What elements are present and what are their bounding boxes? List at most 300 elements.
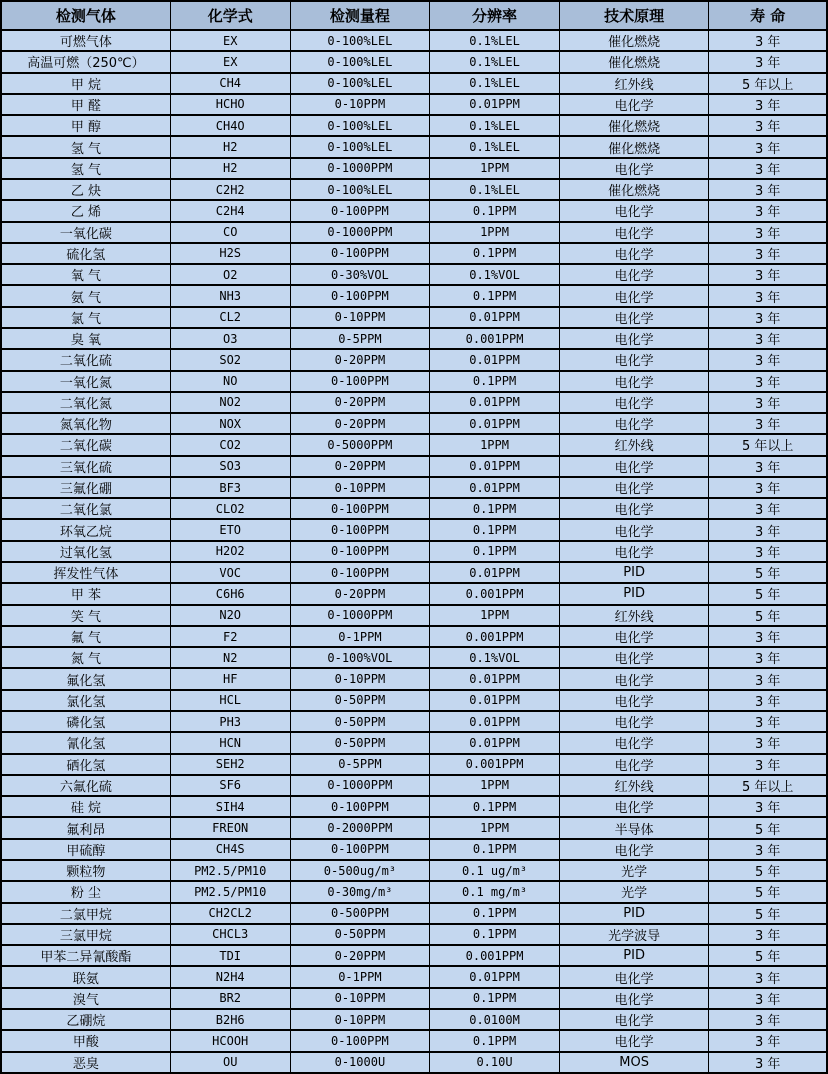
table-row <box>1 775 827 796</box>
cell-chemical-formula: H2 <box>170 136 290 157</box>
cell-detection-range: 0-20PPM <box>290 413 430 434</box>
cell-gas-name: 溴气 <box>1 988 170 1009</box>
cell-technology-principle: 电化学 <box>559 158 709 179</box>
cell-detection-range: 0-100PPM <box>290 519 430 540</box>
cell-technology-principle: 电化学 <box>559 413 709 434</box>
cell-technology-principle: 催化燃烧 <box>559 136 709 157</box>
cell-resolution: 0.1PPM <box>430 243 560 264</box>
table-header <box>1 1 827 30</box>
cell-detection-range: 0-100%VOL <box>290 647 430 668</box>
cell-technology-principle: 电化学 <box>559 796 709 817</box>
table-row <box>1 434 827 455</box>
cell-technology-principle: 光学波导 <box>559 924 709 945</box>
cell-chemical-formula: VOC <box>170 562 290 583</box>
cell-gas-name: 颗粒物 <box>1 860 170 881</box>
cell-chemical-formula: CHCL3 <box>170 924 290 945</box>
cell-technology-principle: PID <box>559 903 709 924</box>
cell-lifespan: 3 年 <box>709 1030 827 1051</box>
cell-resolution: 0.1PPM <box>430 988 560 1009</box>
cell-gas-name: 乙 炔 <box>1 179 170 200</box>
cell-lifespan: 3 年 <box>709 264 827 285</box>
cell-detection-range: 0-100PPM <box>290 243 430 264</box>
cell-detection-range: 0-500PPM <box>290 903 430 924</box>
cell-chemical-formula: CH4O <box>170 115 290 136</box>
column-header-lifespan: 寿 命 <box>709 1 827 30</box>
cell-chemical-formula: PM2.5/PM10 <box>170 860 290 881</box>
cell-technology-principle: 电化学 <box>559 690 709 711</box>
cell-gas-name: 挥发性气体 <box>1 562 170 583</box>
cell-detection-range: 0-100%LEL <box>290 51 430 72</box>
cell-chemical-formula: CL2 <box>170 307 290 328</box>
cell-chemical-formula: N2 <box>170 647 290 668</box>
cell-gas-name: 恶臭 <box>1 1052 170 1074</box>
cell-chemical-formula: HCL <box>170 690 290 711</box>
cell-detection-range: 0-100PPM <box>290 1030 430 1051</box>
cell-technology-principle: 电化学 <box>559 541 709 562</box>
cell-technology-principle: PID <box>559 562 709 583</box>
cell-resolution: 0.001PPM <box>430 583 560 604</box>
cell-lifespan: 5 年以上 <box>709 775 827 796</box>
cell-chemical-formula: CO <box>170 222 290 243</box>
cell-detection-range: 0-1000PPM <box>290 775 430 796</box>
cell-resolution: 0.1PPM <box>430 519 560 540</box>
table-row <box>1 711 827 732</box>
cell-chemical-formula: BR2 <box>170 988 290 1009</box>
cell-detection-range: 0-10PPM <box>290 988 430 1009</box>
cell-chemical-formula: B2H6 <box>170 1009 290 1030</box>
cell-chemical-formula: HCOOH <box>170 1030 290 1051</box>
cell-gas-name: 氟利昂 <box>1 817 170 838</box>
table-row <box>1 817 827 838</box>
table-row <box>1 136 827 157</box>
cell-gas-name: 氯 气 <box>1 307 170 328</box>
cell-lifespan: 3 年 <box>709 1009 827 1030</box>
cell-lifespan: 3 年 <box>709 519 827 540</box>
cell-gas-name: 磷化氢 <box>1 711 170 732</box>
cell-gas-name: 氯化氢 <box>1 690 170 711</box>
cell-detection-range: 0-10PPM <box>290 307 430 328</box>
cell-resolution: 0.1 mg/m³ <box>430 881 560 902</box>
cell-technology-principle: 半导体 <box>559 817 709 838</box>
cell-detection-range: 0-1PPM <box>290 966 430 987</box>
cell-chemical-formula: CH2CL2 <box>170 903 290 924</box>
cell-technology-principle: 电化学 <box>559 200 709 221</box>
cell-resolution: 1PPM <box>430 775 560 796</box>
table-row <box>1 30 827 51</box>
cell-lifespan: 3 年 <box>709 30 827 51</box>
cell-resolution: 0.1%LEL <box>430 136 560 157</box>
cell-chemical-formula: SEH2 <box>170 754 290 775</box>
cell-resolution: 0.01PPM <box>430 668 560 689</box>
table-row <box>1 796 827 817</box>
cell-lifespan: 3 年 <box>709 711 827 732</box>
cell-lifespan: 5 年 <box>709 945 827 966</box>
cell-lifespan: 3 年 <box>709 115 827 136</box>
table-row <box>1 541 827 562</box>
table-row <box>1 307 827 328</box>
cell-gas-name: 氟 气 <box>1 626 170 647</box>
cell-chemical-formula: CH4S <box>170 839 290 860</box>
cell-detection-range: 0-100%LEL <box>290 115 430 136</box>
cell-resolution: 0.1%VOL <box>430 264 560 285</box>
cell-resolution: 0.01PPM <box>430 413 560 434</box>
cell-technology-principle: 红外线 <box>559 775 709 796</box>
cell-chemical-formula: O3 <box>170 328 290 349</box>
cell-resolution: 0.0100M <box>430 1009 560 1030</box>
cell-chemical-formula: NOX <box>170 413 290 434</box>
table-row <box>1 115 827 136</box>
cell-lifespan: 5 年 <box>709 562 827 583</box>
cell-gas-name: 氮氧化物 <box>1 413 170 434</box>
cell-chemical-formula: O2 <box>170 264 290 285</box>
table-row <box>1 328 827 349</box>
cell-detection-range: 0-5PPM <box>290 328 430 349</box>
cell-chemical-formula: OU <box>170 1052 290 1074</box>
cell-lifespan: 3 年 <box>709 754 827 775</box>
table-row <box>1 839 827 860</box>
cell-resolution: 0.01PPM <box>430 94 560 115</box>
cell-technology-principle: 电化学 <box>559 371 709 392</box>
cell-resolution: 0.01PPM <box>430 392 560 413</box>
cell-resolution: 0.01PPM <box>430 456 560 477</box>
cell-technology-principle: 电化学 <box>559 839 709 860</box>
table-row <box>1 605 827 626</box>
table-row <box>1 860 827 881</box>
cell-detection-range: 0-30mg/m³ <box>290 881 430 902</box>
cell-gas-name: 氢 气 <box>1 158 170 179</box>
table-row <box>1 264 827 285</box>
cell-resolution: 0.1PPM <box>430 285 560 306</box>
cell-lifespan: 3 年 <box>709 732 827 753</box>
cell-detection-range: 0-50PPM <box>290 711 430 732</box>
cell-technology-principle: 电化学 <box>559 647 709 668</box>
cell-chemical-formula: NO2 <box>170 392 290 413</box>
cell-resolution: 0.1PPM <box>430 200 560 221</box>
cell-technology-principle: PID <box>559 945 709 966</box>
cell-technology-principle: 电化学 <box>559 1009 709 1030</box>
cell-chemical-formula: C2H2 <box>170 179 290 200</box>
cell-technology-principle: 电化学 <box>559 498 709 519</box>
cell-resolution: 0.1PPM <box>430 839 560 860</box>
cell-detection-range: 0-100PPM <box>290 371 430 392</box>
cell-gas-name: 乙 烯 <box>1 200 170 221</box>
table-row <box>1 903 827 924</box>
cell-gas-name: 环氧乙烷 <box>1 519 170 540</box>
cell-gas-name: 甲 醇 <box>1 115 170 136</box>
cell-resolution: 0.01PPM <box>430 966 560 987</box>
cell-gas-name: 二氧化碳 <box>1 434 170 455</box>
cell-detection-range: 0-100PPM <box>290 796 430 817</box>
cell-gas-name: 甲 烷 <box>1 73 170 94</box>
cell-resolution: 1PPM <box>430 434 560 455</box>
column-header-principle: 技术原理 <box>559 1 709 30</box>
cell-chemical-formula: H2O2 <box>170 541 290 562</box>
cell-resolution: 0.01PPM <box>430 349 560 370</box>
cell-gas-name: 联氨 <box>1 966 170 987</box>
cell-technology-principle: 电化学 <box>559 328 709 349</box>
cell-resolution: 0.01PPM <box>430 732 560 753</box>
cell-chemical-formula: SO2 <box>170 349 290 370</box>
cell-resolution: 0.01PPM <box>430 477 560 498</box>
cell-lifespan: 3 年 <box>709 349 827 370</box>
table-row <box>1 73 827 94</box>
cell-chemical-formula: PM2.5/PM10 <box>170 881 290 902</box>
cell-technology-principle: 电化学 <box>559 668 709 689</box>
cell-gas-name: 氟化氢 <box>1 668 170 689</box>
cell-lifespan: 3 年 <box>709 222 827 243</box>
cell-resolution: 0.01PPM <box>430 307 560 328</box>
cell-resolution: 0.1 ug/m³ <box>430 860 560 881</box>
cell-lifespan: 3 年 <box>709 690 827 711</box>
table-row <box>1 1030 827 1051</box>
cell-resolution: 0.1PPM <box>430 796 560 817</box>
cell-lifespan: 3 年 <box>709 200 827 221</box>
table-row <box>1 477 827 498</box>
cell-lifespan: 3 年 <box>709 94 827 115</box>
cell-gas-name: 笑 气 <box>1 605 170 626</box>
cell-detection-range: 0-100PPM <box>290 200 430 221</box>
cell-gas-name: 二氧化氯 <box>1 498 170 519</box>
table-row <box>1 1009 827 1030</box>
cell-lifespan: 5 年 <box>709 903 827 924</box>
cell-gas-name: 二氧化硫 <box>1 349 170 370</box>
cell-resolution: 0.1%LEL <box>430 115 560 136</box>
table-body <box>1 30 827 1073</box>
cell-lifespan: 3 年 <box>709 796 827 817</box>
table-row <box>1 690 827 711</box>
cell-gas-name: 硫化氢 <box>1 243 170 264</box>
cell-chemical-formula: ETO <box>170 519 290 540</box>
cell-resolution: 1PPM <box>430 605 560 626</box>
cell-gas-name: 甲硫醇 <box>1 839 170 860</box>
cell-detection-range: 0-100%LEL <box>290 30 430 51</box>
cell-technology-principle: 电化学 <box>559 1030 709 1051</box>
cell-lifespan: 3 年 <box>709 243 827 264</box>
cell-resolution: 0.10U <box>430 1052 560 1074</box>
table-row <box>1 94 827 115</box>
cell-technology-principle: 电化学 <box>559 285 709 306</box>
table-row <box>1 456 827 477</box>
cell-detection-range: 0-100PPM <box>290 498 430 519</box>
table-row <box>1 200 827 221</box>
cell-lifespan: 3 年 <box>709 328 827 349</box>
cell-detection-range: 0-20PPM <box>290 349 430 370</box>
cell-chemical-formula: CO2 <box>170 434 290 455</box>
cell-resolution: 0.001PPM <box>430 754 560 775</box>
cell-resolution: 0.1%VOL <box>430 647 560 668</box>
table-row <box>1 222 827 243</box>
cell-detection-range: 0-20PPM <box>290 456 430 477</box>
cell-resolution: 0.1PPM <box>430 498 560 519</box>
cell-gas-name: 一氧化氮 <box>1 371 170 392</box>
cell-technology-principle: 电化学 <box>559 988 709 1009</box>
table-row <box>1 988 827 1009</box>
cell-technology-principle: 电化学 <box>559 711 709 732</box>
table-row <box>1 626 827 647</box>
cell-gas-name: 高温可燃（250℃） <box>1 51 170 72</box>
cell-gas-name: 氮 气 <box>1 647 170 668</box>
cell-resolution: 0.1%LEL <box>430 179 560 200</box>
cell-detection-range: 0-1000PPM <box>290 605 430 626</box>
cell-chemical-formula: EX <box>170 30 290 51</box>
column-header-gas: 检测气体 <box>1 1 170 30</box>
cell-lifespan: 3 年 <box>709 966 827 987</box>
cell-chemical-formula: SO3 <box>170 456 290 477</box>
cell-detection-range: 0-100%LEL <box>290 179 430 200</box>
cell-technology-principle: 电化学 <box>559 264 709 285</box>
cell-chemical-formula: BF3 <box>170 477 290 498</box>
cell-detection-range: 0-100PPM <box>290 541 430 562</box>
cell-chemical-formula: N2H4 <box>170 966 290 987</box>
cell-chemical-formula: EX <box>170 51 290 72</box>
cell-technology-principle: 电化学 <box>559 349 709 370</box>
cell-detection-range: 0-10PPM <box>290 94 430 115</box>
cell-chemical-formula: H2 <box>170 158 290 179</box>
cell-lifespan: 3 年 <box>709 51 827 72</box>
cell-technology-principle: 红外线 <box>559 73 709 94</box>
cell-lifespan: 3 年 <box>709 839 827 860</box>
table-row <box>1 668 827 689</box>
header-row <box>1 1 827 30</box>
cell-lifespan: 3 年 <box>709 924 827 945</box>
table-row <box>1 562 827 583</box>
cell-lifespan: 3 年 <box>709 392 827 413</box>
table-row <box>1 498 827 519</box>
table-row <box>1 647 827 668</box>
cell-technology-principle: 光学 <box>559 860 709 881</box>
cell-lifespan: 3 年 <box>709 477 827 498</box>
cell-resolution: 0.1%LEL <box>430 73 560 94</box>
cell-resolution: 0.01PPM <box>430 711 560 732</box>
cell-gas-name: 二氧化氮 <box>1 392 170 413</box>
cell-lifespan: 3 年 <box>709 498 827 519</box>
cell-gas-name: 三氯甲烷 <box>1 924 170 945</box>
table-row <box>1 732 827 753</box>
cell-gas-name: 氰化氢 <box>1 732 170 753</box>
table-row <box>1 371 827 392</box>
cell-gas-name: 甲苯二异氰酸酯 <box>1 945 170 966</box>
cell-chemical-formula: HCHO <box>170 94 290 115</box>
cell-technology-principle: 电化学 <box>559 243 709 264</box>
cell-technology-principle: 电化学 <box>559 519 709 540</box>
cell-technology-principle: 催化燃烧 <box>559 51 709 72</box>
cell-detection-range: 0-100PPM <box>290 839 430 860</box>
cell-technology-principle: 电化学 <box>559 307 709 328</box>
cell-gas-name: 粉 尘 <box>1 881 170 902</box>
cell-chemical-formula: F2 <box>170 626 290 647</box>
cell-detection-range: 0-1000PPM <box>290 222 430 243</box>
cell-resolution: 0.1PPM <box>430 1030 560 1051</box>
cell-gas-name: 甲 苯 <box>1 583 170 604</box>
table-row <box>1 392 827 413</box>
cell-technology-principle: 红外线 <box>559 605 709 626</box>
cell-technology-principle: 电化学 <box>559 456 709 477</box>
cell-detection-range: 0-10PPM <box>290 1009 430 1030</box>
table-row <box>1 243 827 264</box>
cell-chemical-formula: NH3 <box>170 285 290 306</box>
cell-chemical-formula: HF <box>170 668 290 689</box>
cell-lifespan: 3 年 <box>709 307 827 328</box>
cell-lifespan: 5 年 <box>709 605 827 626</box>
cell-lifespan: 3 年 <box>709 456 827 477</box>
cell-lifespan: 5 年 <box>709 817 827 838</box>
cell-lifespan: 5 年 <box>709 860 827 881</box>
table-row <box>1 881 827 902</box>
cell-chemical-formula: CH4 <box>170 73 290 94</box>
cell-detection-range: 0-100%LEL <box>290 73 430 94</box>
cell-gas-name: 氧 气 <box>1 264 170 285</box>
cell-resolution: 1PPM <box>430 222 560 243</box>
cell-resolution: 0.001PPM <box>430 945 560 966</box>
column-header-resolution: 分辨率 <box>430 1 560 30</box>
cell-technology-principle: 电化学 <box>559 94 709 115</box>
cell-resolution: 0.1PPM <box>430 903 560 924</box>
table-row <box>1 583 827 604</box>
table-row <box>1 413 827 434</box>
cell-detection-range: 0-2000PPM <box>290 817 430 838</box>
cell-chemical-formula: C2H4 <box>170 200 290 221</box>
cell-lifespan: 5 年以上 <box>709 434 827 455</box>
cell-gas-name: 三氧化硫 <box>1 456 170 477</box>
cell-resolution: 0.1PPM <box>430 371 560 392</box>
cell-lifespan: 3 年 <box>709 541 827 562</box>
cell-detection-range: 0-5000PPM <box>290 434 430 455</box>
cell-gas-name: 甲 醛 <box>1 94 170 115</box>
cell-detection-range: 0-50PPM <box>290 690 430 711</box>
cell-detection-range: 0-5PPM <box>290 754 430 775</box>
cell-detection-range: 0-500ug/m³ <box>290 860 430 881</box>
cell-technology-principle: 电化学 <box>559 966 709 987</box>
cell-technology-principle: 电化学 <box>559 626 709 647</box>
cell-detection-range: 0-100PPM <box>290 562 430 583</box>
cell-technology-principle: PID <box>559 583 709 604</box>
cell-lifespan: 3 年 <box>709 158 827 179</box>
cell-gas-name: 甲酸 <box>1 1030 170 1051</box>
cell-chemical-formula: CLO2 <box>170 498 290 519</box>
cell-resolution: 0.001PPM <box>430 328 560 349</box>
cell-detection-range: 0-100%LEL <box>290 136 430 157</box>
cell-chemical-formula: PH3 <box>170 711 290 732</box>
cell-detection-range: 0-50PPM <box>290 924 430 945</box>
cell-lifespan: 3 年 <box>709 136 827 157</box>
column-header-formula: 化学式 <box>170 1 290 30</box>
cell-detection-range: 0-20PPM <box>290 945 430 966</box>
cell-detection-range: 0-1000PPM <box>290 158 430 179</box>
column-header-range: 检测量程 <box>290 1 430 30</box>
cell-technology-principle: 电化学 <box>559 732 709 753</box>
cell-chemical-formula: SIH4 <box>170 796 290 817</box>
cell-lifespan: 3 年 <box>709 668 827 689</box>
cell-resolution: 0.001PPM <box>430 626 560 647</box>
table-row <box>1 285 827 306</box>
cell-gas-name: 一氧化碳 <box>1 222 170 243</box>
cell-gas-name: 硅 烷 <box>1 796 170 817</box>
cell-lifespan: 3 年 <box>709 647 827 668</box>
cell-technology-principle: 催化燃烧 <box>559 179 709 200</box>
cell-lifespan: 3 年 <box>709 371 827 392</box>
table-row <box>1 1052 827 1074</box>
cell-gas-name: 可燃气体 <box>1 30 170 51</box>
cell-gas-name: 臭 氧 <box>1 328 170 349</box>
cell-technology-principle: 电化学 <box>559 477 709 498</box>
cell-chemical-formula: N2O <box>170 605 290 626</box>
cell-technology-principle: 电化学 <box>559 392 709 413</box>
cell-gas-name: 硒化氢 <box>1 754 170 775</box>
table-row <box>1 754 827 775</box>
cell-lifespan: 5 年 <box>709 583 827 604</box>
cell-lifespan: 3 年 <box>709 179 827 200</box>
cell-technology-principle: 催化燃烧 <box>559 30 709 51</box>
